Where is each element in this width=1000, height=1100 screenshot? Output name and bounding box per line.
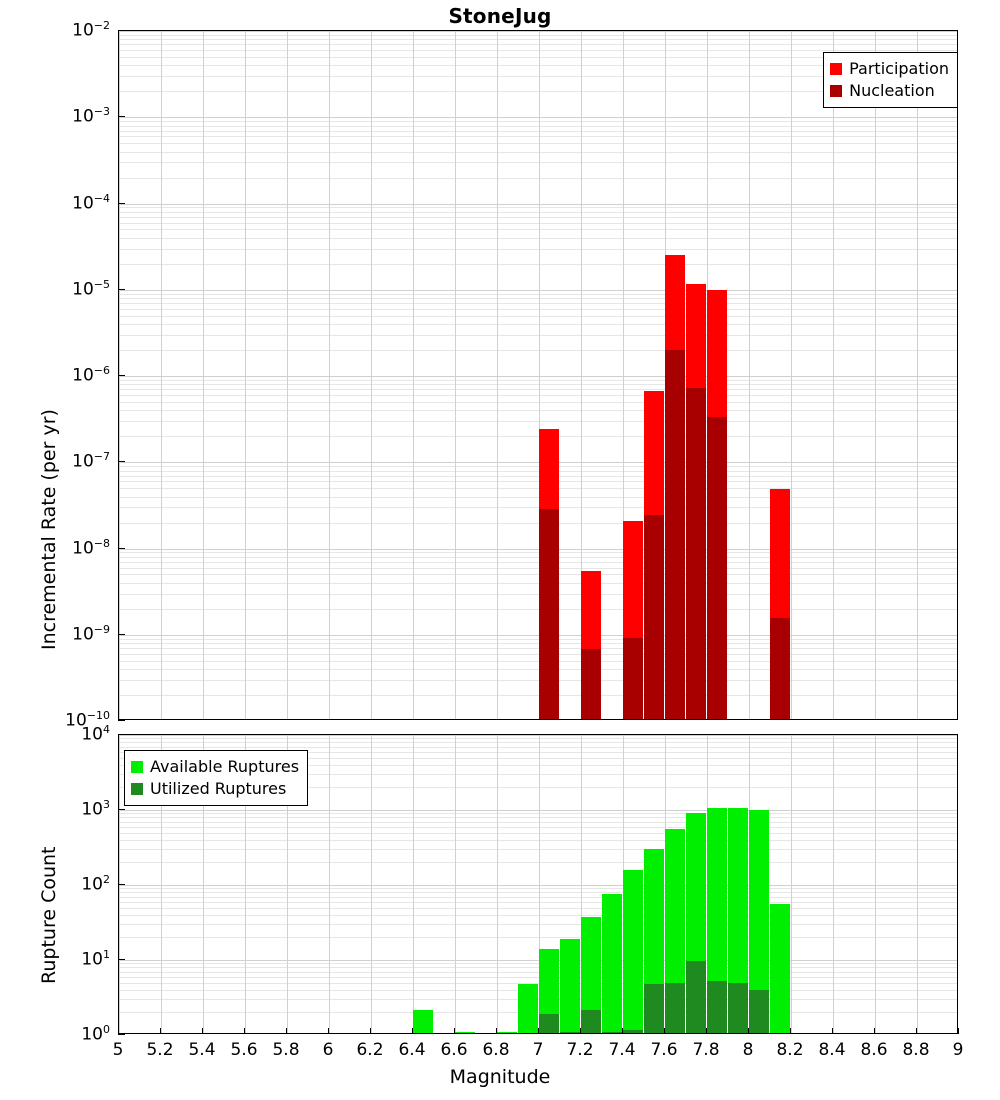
x-tick-label: 8.6	[860, 1040, 888, 1060]
top-y-tick-mark	[118, 203, 125, 204]
x-tick-mark	[790, 1028, 791, 1034]
top-bar	[665, 30, 685, 719]
top-bar-nucleation	[686, 388, 706, 719]
top-bar-nucleation	[581, 649, 601, 719]
x-tick-mark	[496, 1028, 497, 1034]
bottom-bar	[686, 734, 706, 1033]
x-tick-label: 7.6	[650, 1040, 678, 1060]
x-tick-label: 8.4	[818, 1040, 846, 1060]
bottom-bar	[518, 734, 538, 1033]
x-tick-label: 7.4	[608, 1040, 636, 1060]
x-tick-mark	[244, 1028, 245, 1034]
bottom-legend-label: Available Ruptures	[150, 757, 300, 776]
bottom-bar	[665, 734, 685, 1033]
bottom-y-tick-mark	[118, 809, 125, 810]
top-bars	[119, 31, 957, 719]
bottom-bar-utilized	[749, 990, 769, 1033]
chart-title: StoneJug	[448, 4, 552, 28]
x-tick-mark	[706, 1028, 707, 1034]
x-tick-label: 6.6	[440, 1040, 468, 1060]
bottom-y-tick-label: $10^4$	[81, 723, 110, 745]
x-tick-mark	[328, 1028, 329, 1034]
bottom-bar-utilized	[728, 983, 748, 1033]
bottom-bar-available	[455, 1032, 475, 1033]
x-tick-mark	[160, 1028, 161, 1034]
x-tick-mark	[664, 1028, 665, 1034]
bottom-y-axis-title-text: Rupture Count	[38, 846, 60, 984]
x-tick-mark	[874, 1028, 875, 1034]
x-tick-label: 6.8	[482, 1040, 510, 1060]
bottom-bar	[644, 734, 664, 1033]
top-y-tick-label: $10^{-6}$	[72, 364, 110, 386]
bottom-bar-utilized	[644, 984, 664, 1033]
top-y-tick-label: $10^{-10}$	[65, 709, 110, 731]
bottom-bar	[560, 734, 580, 1033]
bottom-y-tick-mark	[118, 884, 125, 885]
top-y-axis-title-text: Incremental Rate (per yr)	[38, 409, 60, 650]
x-tick-label: 5.4	[188, 1040, 216, 1060]
incremental-rate-plot	[118, 30, 958, 720]
bottom-bar	[539, 734, 559, 1033]
x-tick-mark	[748, 1028, 749, 1034]
x-tick-mark	[622, 1028, 623, 1034]
x-tick-label: 6.2	[356, 1040, 384, 1060]
bottom-legend-label: Utilized Ruptures	[150, 779, 287, 798]
bottom-legend-item	[131, 778, 299, 800]
top-y-tick-label: $10^{-7}$	[72, 450, 110, 472]
bottom-bar	[707, 734, 727, 1033]
top-bar	[770, 30, 790, 719]
bottom-bar-utilized	[539, 1014, 559, 1033]
bottom-bar	[497, 734, 517, 1033]
top-y-tick-mark	[118, 461, 125, 462]
top-legend-item	[830, 58, 949, 80]
bottom-y-tick-label: $10^2$	[81, 873, 110, 895]
bottom-bar-utilized	[686, 961, 706, 1033]
top-bar-nucleation	[770, 618, 790, 719]
bottom-bar-available	[518, 984, 538, 1033]
bottom-y-tick-label: $10^3$	[81, 798, 110, 820]
top-y-tick-mark	[118, 548, 125, 549]
x-tick-mark	[580, 1028, 581, 1034]
bottom-bar	[749, 734, 769, 1033]
x-tick-label: 7.2	[566, 1040, 594, 1060]
x-tick-mark	[286, 1028, 287, 1034]
top-legend-label: Nucleation	[849, 81, 935, 100]
top-y-tick-mark	[118, 720, 125, 721]
bottom-bar-utilized	[581, 1010, 601, 1033]
bottom-bar-utilized	[623, 1030, 643, 1033]
top-bar	[581, 30, 601, 719]
x-tick-mark	[454, 1028, 455, 1034]
top-bar-nucleation	[707, 417, 727, 719]
bottom-bar-utilized	[707, 981, 727, 1033]
bottom-y-tick-label: $10^1$	[81, 948, 110, 970]
x-tick-label: 5.8	[272, 1040, 300, 1060]
x-tick-label: 7.8	[692, 1040, 720, 1060]
top-bar	[707, 30, 727, 719]
x-tick-label: 5.6	[230, 1040, 258, 1060]
x-tick-label: 7	[532, 1040, 544, 1060]
legend-swatch-icon	[830, 85, 842, 97]
legend-swatch-icon	[131, 783, 143, 795]
x-tick-mark	[370, 1028, 371, 1034]
top-y-tick-label: $10^{-4}$	[72, 191, 110, 214]
x-tick-label: 5	[112, 1040, 124, 1060]
top-y-tick-mark	[118, 30, 125, 31]
top-y-tick-label: $10^{-9}$	[72, 622, 110, 645]
x-tick-label: 8.2	[776, 1040, 804, 1060]
x-tick-mark	[538, 1028, 539, 1034]
x-tick-label: 8.8	[902, 1040, 930, 1060]
x-tick-mark	[916, 1028, 917, 1034]
top-bar-nucleation	[665, 350, 685, 719]
x-tick-label: 9	[952, 1040, 964, 1060]
top-legend-label: Participation	[849, 59, 949, 78]
bottom-bar-available	[560, 939, 580, 1033]
bottom-bar-available	[623, 870, 643, 1033]
top-bar-nucleation	[623, 638, 643, 719]
bottom-y-tick-label: $10^0$	[81, 1023, 110, 1045]
bottom-bar-available	[413, 1010, 433, 1033]
top-bar	[686, 30, 706, 719]
bottom-bar	[413, 734, 433, 1033]
legend-swatch-icon	[830, 63, 842, 75]
bottom-bar	[455, 734, 475, 1033]
bottom-bar-utilized	[665, 983, 685, 1033]
x-tick-mark	[412, 1028, 413, 1034]
top-y-tick-mark	[118, 116, 125, 117]
top-bar-nucleation	[539, 509, 559, 719]
x-tick-label: 8	[742, 1040, 754, 1060]
bottom-bar-utilized	[602, 1032, 622, 1033]
bottom-bar	[623, 734, 643, 1033]
bottom-bar	[770, 734, 790, 1033]
top-bar	[644, 30, 664, 719]
top-y-tick-mark	[118, 289, 125, 290]
bottom-y-tick-mark	[118, 959, 125, 960]
x-tick-mark	[832, 1028, 833, 1034]
top-bar	[539, 30, 559, 719]
bottom-legend	[124, 750, 308, 806]
x-tick-label: 6.4	[398, 1040, 426, 1060]
bottom-bar-available	[497, 1032, 517, 1033]
top-y-tick-label: $10^{-2}$	[72, 19, 110, 41]
x-tick-mark	[118, 1028, 119, 1034]
bottom-bar-available	[770, 904, 790, 1033]
top-y-tick-label: $10^{-3}$	[72, 105, 110, 127]
bottom-bar	[602, 734, 622, 1033]
top-bar	[623, 30, 643, 719]
x-tick-mark	[958, 1028, 959, 1034]
top-legend	[823, 52, 958, 108]
x-tick-mark	[202, 1028, 203, 1034]
bottom-y-tick-mark	[118, 734, 125, 735]
bottom-bar	[581, 734, 601, 1033]
bottom-bar-utilized	[560, 1032, 580, 1033]
top-bar-nucleation	[644, 515, 664, 719]
bottom-bar	[728, 734, 748, 1033]
bottom-y-tick-mark	[118, 1034, 125, 1035]
top-legend-item	[830, 80, 949, 102]
bottom-bar-available	[602, 894, 622, 1033]
bottom-legend-item	[131, 756, 299, 778]
top-y-tick-mark	[118, 634, 125, 635]
top-y-tick-label: $10^{-8}$	[72, 536, 110, 559]
top-y-tick-label: $10^{-5}$	[72, 277, 110, 300]
x-axis-title: Magnitude	[449, 1066, 551, 1088]
x-tick-label: 5.2	[146, 1040, 174, 1060]
x-tick-label: 6	[322, 1040, 334, 1060]
top-y-tick-mark	[118, 375, 125, 376]
legend-swatch-icon	[131, 761, 143, 773]
